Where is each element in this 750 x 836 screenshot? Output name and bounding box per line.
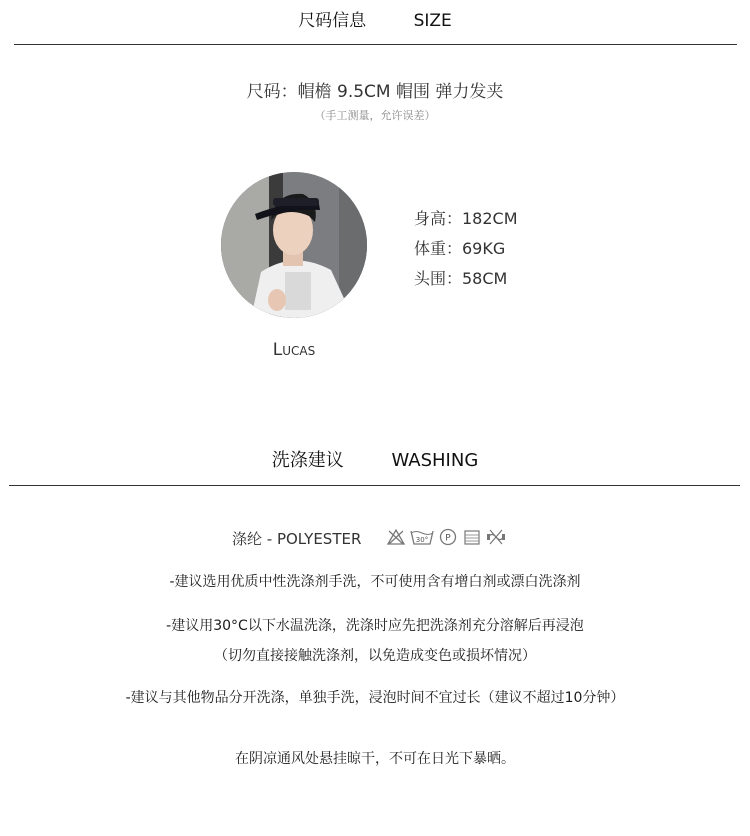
model-photo <box>221 172 367 318</box>
care-icons <box>386 528 506 546</box>
washing-title-en: WASHING <box>391 450 479 471</box>
size-line: 尺码：帽檐 9.5CM 帽围 弹力发夹 <box>246 82 504 102</box>
washing-section-header <box>0 446 750 472</box>
care-tip-temperature: -建议用30°C以下水温洗涤，洗涤时应先把洗涤剂充分溶解后再浸泡 <box>166 618 584 634</box>
size-title-en: SIZE <box>413 11 452 31</box>
model-height: 身高：182CM <box>414 209 518 228</box>
wash-30-icon <box>410 528 434 546</box>
care-tip-detergent: -建议选用优质中性洗涤剂手洗，不可使用含有增白剂或漂白洗涤剂 <box>169 574 581 590</box>
care-tip-drying: 在阴凉通风处悬挂晾干，不可在日光下暴晒。 <box>235 751 515 767</box>
svg-text:30°: 30° <box>415 536 429 544</box>
size-section-header <box>0 6 750 31</box>
no-bleach-icon <box>386 528 406 546</box>
no-tumble-dry-icon <box>462 528 482 546</box>
model-avatar <box>221 172 367 318</box>
measurement-note: （手工测量，允许误差） <box>314 109 436 122</box>
model-name: Lucas <box>272 340 316 360</box>
care-tip-caution: （切勿直接接触洗涤剂，以免造成变色或损坏情况） <box>214 648 536 664</box>
model-weight: 体重：69KG <box>414 239 506 258</box>
size-divider <box>14 44 737 45</box>
care-tip-separate: -建议与其他物品分开洗涤，单独手洗，浸泡时间不宜过长（建议不超过10分钟） <box>125 690 625 706</box>
size-title-cn: 尺码信息 <box>298 11 367 31</box>
no-wring-icon <box>486 528 506 546</box>
washing-divider <box>9 485 740 486</box>
model-head-size: 头围：58CM <box>414 269 508 288</box>
washing-title-cn: 洗涤建议 <box>271 450 344 471</box>
material-label: 涤纶 - POLYESTER <box>232 530 362 548</box>
svg-text:P: P <box>445 533 451 544</box>
dry-clean-p-icon <box>438 528 458 546</box>
